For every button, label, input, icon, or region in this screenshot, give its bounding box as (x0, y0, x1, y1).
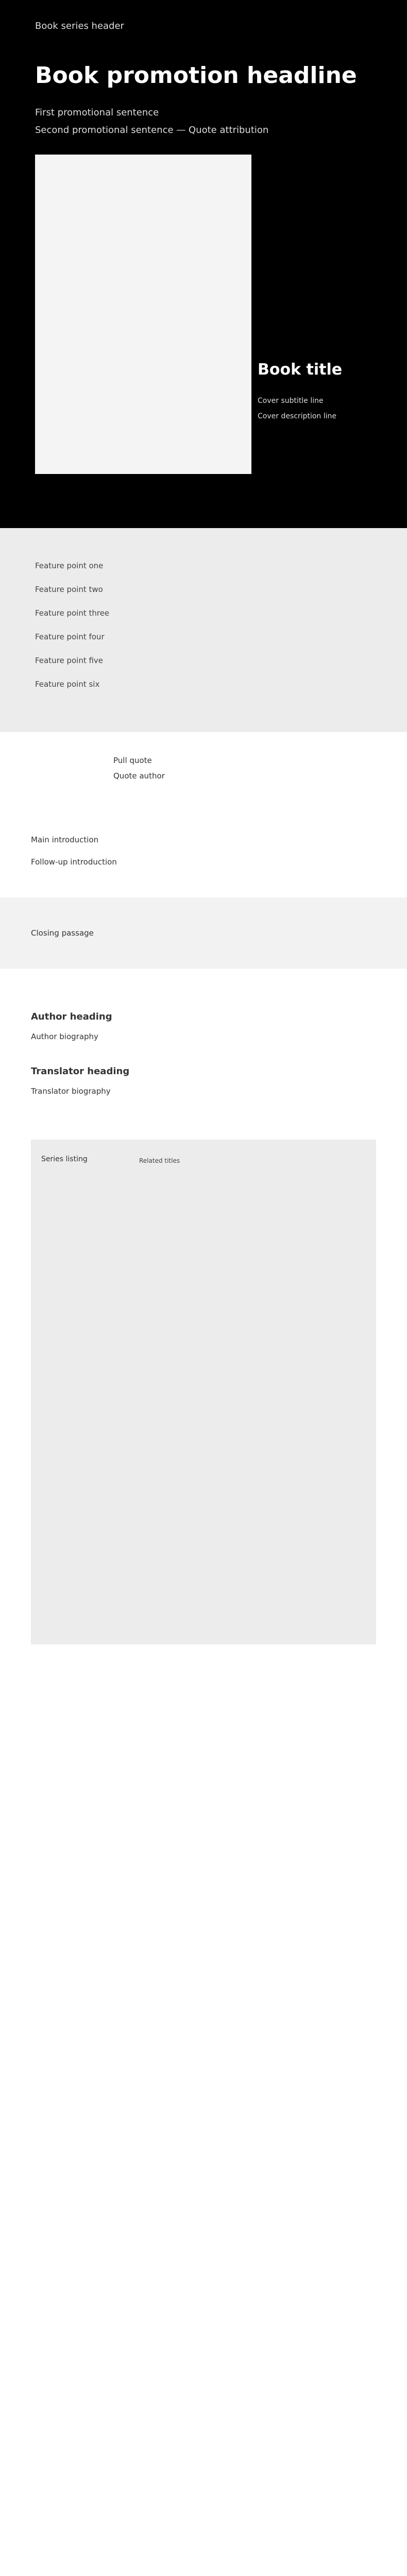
author-name: Author heading (31, 1011, 112, 1022)
intro-paragraph: Main introduction (31, 835, 99, 844)
page-title: Book promotion headline (35, 62, 357, 89)
book-cover (35, 155, 251, 474)
tagline-1: First promotional sentence (35, 107, 159, 118)
series-catalog (31, 1140, 376, 1645)
feature-item: Feature point five (35, 656, 104, 665)
catalog-series: Series listing (41, 1155, 88, 1163)
feature-item: Feature point two (35, 585, 103, 594)
blurb-1: Cover subtitle line (258, 397, 324, 405)
feature-list (0, 528, 407, 732)
intro-paragraph: Follow-up introduction (31, 857, 117, 867)
hero (0, 0, 407, 528)
series-label: Book series header (35, 21, 124, 31)
blurb-2: Cover description line (258, 412, 337, 420)
quote-text: Pull quote (113, 756, 152, 765)
feature-item: Feature point three (35, 608, 110, 618)
quote-author: Quote author (113, 771, 165, 781)
quote-section (0, 732, 407, 804)
author-section (0, 969, 407, 1119)
closing-paragraph: Closing passage (31, 928, 94, 938)
catalog-entries: Related titles (139, 1157, 180, 1164)
closing-section (0, 897, 407, 969)
author-bio: Author biography (31, 1032, 98, 1041)
book-title: Book title (258, 361, 343, 379)
feature-item: Feature point one (35, 561, 104, 570)
feature-item: Feature point four (35, 632, 105, 641)
intro-section (0, 804, 407, 897)
tagline-2: Second promotional sentence — Quote attribution (35, 125, 269, 135)
feature-item: Feature point six (35, 680, 100, 689)
translator-bio: Translator biography (31, 1087, 111, 1096)
attribution: Quote attribution (189, 125, 269, 135)
translator-name: Translator heading (31, 1066, 130, 1077)
